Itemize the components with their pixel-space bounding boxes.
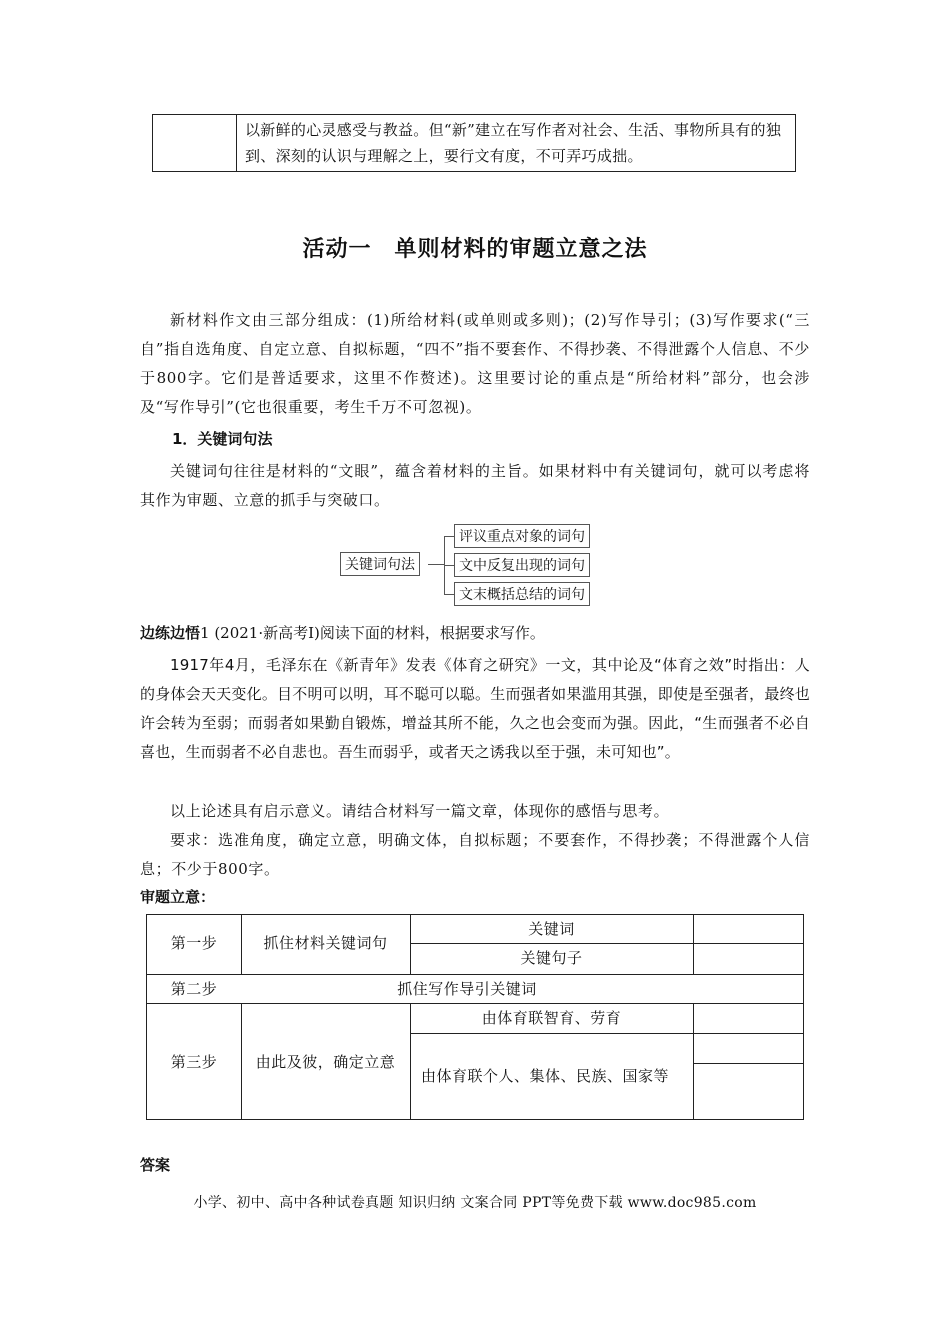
diagram-tick — [444, 594, 454, 595]
shenti-table — [146, 914, 804, 1120]
page-title: 活动一 单则材料的审题立意之法 — [302, 237, 648, 262]
step3-desc: 由此及彼，确定立意 — [255, 1053, 396, 1071]
continued-table-left-cell — [153, 115, 237, 171]
step1-label: 第一步 — [170, 934, 218, 952]
section-heading-keywords: 1．关键词句法 — [172, 430, 273, 448]
table-line — [693, 1003, 694, 1119]
keywords-paragraph: 关键词句往往是材料的“文眼”，蕴含着材料的主旨。如果材料中有关键词句，就可以考虑将其作为审题、立意的抓手与突破口。 — [140, 462, 810, 509]
answer-label: 答案 — [140, 1156, 171, 1174]
step1-sub-keywords: 关键词 — [528, 920, 575, 938]
step1-sub-sentences: 关键句子 — [520, 949, 583, 967]
table-line — [147, 1003, 803, 1004]
step2-desc: 抓住写作导引关键词 — [397, 980, 537, 998]
diagram-tick — [444, 565, 454, 566]
table-line — [693, 1063, 803, 1064]
continued-table-text: 以新鲜的心灵感受与教益。但“新”建立在写作者对社会、生活、事物所具有的独到、深刻的认识与理解之上，要行文有度，不可弄巧成拙。 — [245, 121, 782, 165]
intro-paragraph: 新材料作文由三部分组成：(1)所给材料(或单则或多则)；(2)写作导引；(3)写作要求(“三自”指自选角度、自定立意、自拟标题，“四不”指不要套作、不得抄袭、不得泄露个人信息、不少于800字。它们是普适要求，这里不作赘述)。这里要讨论的重点是“所给材料”部分，也会涉及“写作导引”(它也很重要，考生千万不可忽视)。 — [140, 311, 810, 416]
table-line — [410, 943, 803, 944]
exercise-label: 边练边悟 — [140, 624, 201, 642]
exercise-title-rest: 1 (2021·新高考Ⅰ)阅读下面的材料，根据要求写作。 — [200, 624, 545, 642]
diagram-root: 关键词句法 — [340, 552, 420, 576]
step3-sub-intellectual: 由体育联智育、劳育 — [481, 1009, 622, 1027]
diagram-branch-1: 评议重点对象的词句 — [454, 524, 590, 548]
step1-desc: 抓住材料关键词句 — [263, 934, 388, 952]
table-line — [147, 974, 803, 975]
diagram-connector — [428, 564, 444, 565]
diagram-branch-2: 文中反复出现的词句 — [454, 553, 590, 577]
page-footer: 小学、初中、高中各种试卷真题 知识归纳 文案合同 PPT等免费下载 www.doc985.com — [193, 1195, 757, 1211]
continued-table — [152, 114, 796, 172]
exercise-prompt: 以上论述具有启示意义。请结合材料写一篇文章，体现你的感悟与思考。 — [170, 802, 670, 820]
shenti-label: 审题立意： — [140, 888, 216, 906]
exercise-material: 1917年4月，毛泽东在《新青年》发表《体育之研究》一文，其中论及“体育之效”时指出：人的身体会天天变化。目不明可以明，耳不聪可以聪。生而强者如果滥用其强，即使是至强者，最终也许会转为至弱；而弱者如果勤自锻炼，增益其所不能，久之也会变而为强。因此，“生而强者不必自喜也，生而弱者不必自悲也。吾生而弱乎，或者天之诱我以至于强，未可知也”。 — [140, 656, 810, 761]
exercise-title — [140, 622, 545, 643]
exercise-requirements: 要求：选准角度，确定立意，明确文体，自拟标题；不要套作，不得抄袭；不得泄露个人信息；不少于800字。 — [140, 831, 810, 878]
step3-label: 第三步 — [170, 1053, 218, 1071]
table-line — [693, 915, 694, 974]
diagram-branch-3: 文末概括总结的词句 — [454, 582, 590, 606]
step2-label: 第二步 — [170, 980, 218, 998]
diagram-tick — [444, 536, 454, 537]
step3-sub-collective: 由体育联个人、集体、民族、国家等 — [421, 1067, 670, 1085]
table-line — [410, 1033, 803, 1034]
